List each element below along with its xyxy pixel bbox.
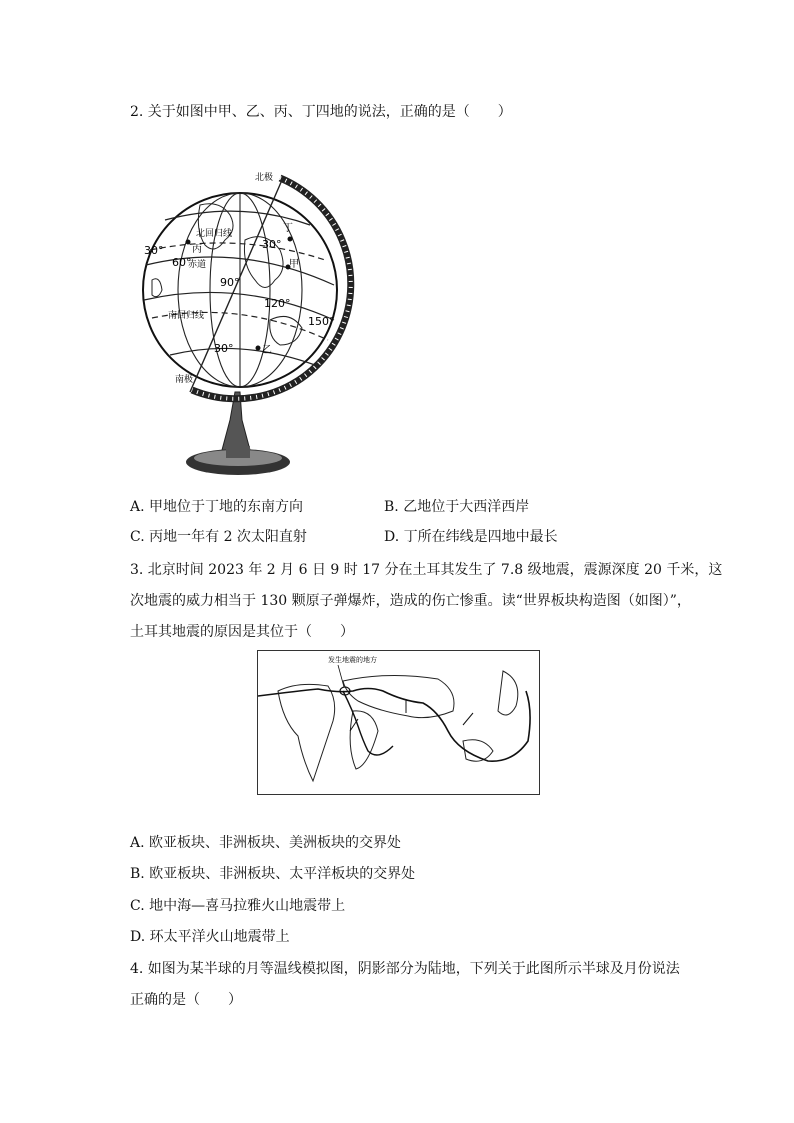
lon-label: 120°: [264, 297, 291, 310]
q2-option-c[interactable]: C. 丙地一年有 2 次太阳直射: [130, 529, 307, 545]
globe-illustration: [130, 160, 360, 485]
place-ding-label: 丁: [283, 223, 293, 234]
place-jia-label: 甲: [289, 259, 299, 270]
lon-label: 60°: [172, 256, 192, 269]
q3-option-a[interactable]: A. 欧亚板块、非洲板块、美洲板块的交界处: [130, 835, 402, 851]
question-4-line-1: 4. 如图为某半球的月等温线模拟图，阴影部分为陆地，下列关于此图所示半球及月份说法: [130, 961, 680, 977]
tropic-cancer-label: 北回归线: [196, 229, 233, 239]
place-yi-label: 乙: [262, 345, 272, 356]
q2-option-d[interactable]: D. 丁所在纬线是四地中最长: [384, 529, 558, 545]
lon-label: 150°: [308, 315, 335, 328]
lon-label: 90°: [220, 276, 240, 289]
lat-label: 30°: [262, 238, 282, 251]
south-pole-label: 南极: [175, 375, 194, 385]
place-bing-label: 丙: [192, 244, 202, 255]
equator-label: 赤道: [188, 260, 207, 270]
world-plate-map: [258, 651, 539, 794]
q2-option-a[interactable]: A. 甲地位于丁地的东南方向: [130, 499, 304, 515]
q3-option-c[interactable]: C. 地中海—喜马拉雅火山地震带上: [130, 898, 346, 914]
question-3-line-1: 3. 北京时间 2023 年 2 月 6 日 9 时 17 分在土耳其发生了 7.8 级地震，震源深度 20 千米，这: [130, 562, 723, 578]
earthquake-location-label: 发生地震的地方: [328, 656, 377, 664]
lat-label: 30°: [144, 244, 164, 257]
question-3-line-3: 土耳其地震的原因是其位于（ ）: [130, 624, 354, 640]
tropic-capricorn-label: 南回归线: [168, 311, 205, 321]
question-2-stem: 2. 关于如图中甲、乙、丙、丁四地的说法，正确的是（ ）: [130, 104, 512, 120]
question-3-line-2: 次地震的威力相当于 130 颗原子弹爆炸，造成的伤亡惨重。读“世界板块构造图（如图）”，: [130, 593, 691, 609]
q2-option-b[interactable]: B. 乙地位于大西洋西岸: [384, 499, 530, 515]
plate-tectonics-map: [257, 650, 540, 795]
lat-label: 30°: [214, 342, 234, 355]
globe-figure: [130, 160, 360, 485]
question-4-line-2: 正确的是（ ）: [130, 992, 242, 1008]
q3-option-b[interactable]: B. 欧亚板块、非洲板块、太平洋板块的交界处: [130, 866, 416, 882]
q3-option-d[interactable]: D. 环太平洋火山地震带上: [130, 929, 290, 945]
north-pole-label: 北极: [255, 173, 274, 183]
